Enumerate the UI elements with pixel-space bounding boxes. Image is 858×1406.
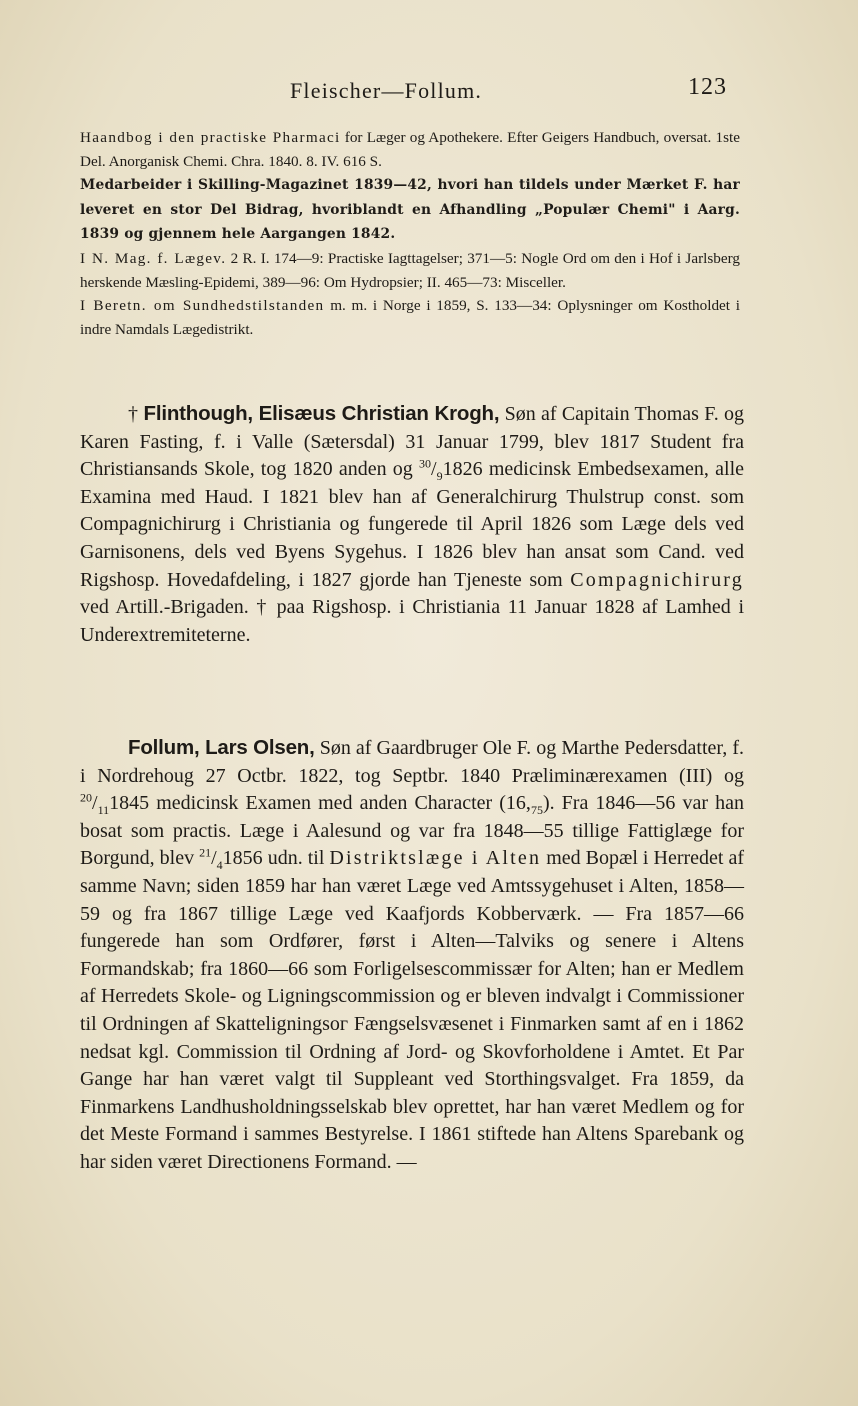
biblio-text: for Læger og Apothekere. Efter Geigers Handbuch, oversat. 1ste Del. Anorganisk Chemi. Chra. 1840. 8. IV. 616 S. xyxy=(80,129,740,170)
entry-text: ). Fra 1846—56 var han bosat som practis. Læge i Aalesund og var fra 1848—55 tillige Fattiglæge for Borgund, blev xyxy=(80,792,745,870)
entry-emphasis: Distriktslæge i Alten xyxy=(329,847,542,870)
date-day: 30 xyxy=(419,456,432,471)
biblio-entry xyxy=(80,173,740,247)
entry-text: ved Artill.-Brigaden. † paa Rigshosp. i Christiania 11 Januar 1828 af Lamhed i Underextremiteterne. xyxy=(80,596,744,646)
date-day: 20 xyxy=(80,790,92,805)
date-day: 21 xyxy=(199,845,212,860)
entry-text: 1845 medicinsk Examen med anden Character (16, xyxy=(109,792,531,815)
entry-text: 1856 udn. til xyxy=(222,847,330,870)
biblio-entry xyxy=(80,294,740,341)
biography-entry-flinthough xyxy=(80,400,744,649)
running-head: Fleischer—Follum. xyxy=(290,78,483,103)
entry-text: 1826 medicinsk Embedsexamen, alle Examina med Haud. I 1821 blev han af Generalchirurg Thulstrup const. som Compagnichirurg i Christiania og fungerede til April 1826 som Læge dels ved Garnisonens, dels ved Byens Sygehus. I 1826 blev han ansat som Cand. ved Rigshosp. Hovedafdeling, i 1827 gjorde han Tjeneste som xyxy=(80,458,745,591)
dagger-mark: † xyxy=(128,403,144,425)
entry-heading: Flinthough, Elisæus Christian Krogh, xyxy=(143,402,500,425)
bibliography-block xyxy=(80,126,740,341)
page-header xyxy=(0,72,858,112)
biblio-text: m. m. i Norge i 1859, S. 133—34: Oplysninger om Kostholdet i indre Namdals Lægedistrikt. xyxy=(80,297,740,338)
entry-emphasis: Compagnichirurg xyxy=(570,568,744,591)
biblio-title: I Beretn. om Sundhedstilstanden xyxy=(80,297,325,315)
biblio-title: Haandbog i den practiske Pharmaci xyxy=(80,129,341,146)
biblio-text: Medarbeider i xyxy=(80,177,199,194)
page-number: 123 xyxy=(688,74,727,100)
entry-paragraph: Follum, Lars Olsen, Søn af Gaardbruger Ole F. og Marthe Pedersdatter, f. i Nordrehoug 27 Octbr. 1822, tog Septbr. 1840 Præliminærexamen (III) og $^{20}/_{11}1845$ medicinsk Examen med anden Character $(16,_{75})$. Fra 1846—56 var han bosat som practis. Læge i Aalesund og var fra 1848—55 tillige Fattiglæge for Borgund, blev $^{21}/_41856$ udn. til Distriktslæge i Alten med Bopæl i Herredet af samme Navn; siden 1859 har han været Læge ved Amtssygehuset i Alten, 1858—59 og fra 1867 tillige Læge ved Kaafjords Kobberværk. — Fra 1857—66 fungerede han som Ordfører, først i Alten—Talviks og senere i Altens Formandskab; fra 1860—66 som Forligelsescommissær for Alten; han er Medlem af Herredets Skole- og Ligningscommission og er bleven indvalgt i Commissioner til Ordningen af Skatteligningsог Fængselsvæsenet i Finmarken samt af en i 1862 nedsat kgl. Commission til Ordning af Jord- og Skovforholdene i Amtet. Et Par Gange har han været valgt til Suppleant ved Storthingsvalget. Fra 1859, da Finmarkens Landhusholdningsselskab blev oprettet, har han været Medlem og for det Meste Formand i sammes Bestyrelse. I 1861 stiftede han Altens Sparebank og har siden været Directionens Formand. — xyxy=(80,736,745,1173)
date-month: 9 xyxy=(436,469,443,484)
biblio-text: 1839—42, hvori han tildels under Mærket F. har leveret en stor Del Bidrag, hvoriblandt en Afhandling „Populær Chemi" i Aarg. 1839 og gjennem hele Aargangen 1842. xyxy=(80,177,740,243)
biblio-entry xyxy=(80,126,740,173)
biography-entry-follum xyxy=(80,734,744,1177)
date-month: 11 xyxy=(97,803,110,818)
entry-heading: Follum, Lars Olsen, xyxy=(128,736,315,759)
date-month: 4 xyxy=(216,858,223,873)
biblio-text: 2 R. I. 174—9: Practiske Iagttagelser; 371—5: Nogle Ord om den i Hof i Jarlsberg herskende Mæsling-Epidemi, 389—96: Om Hydropsier; II. 465—73: Misceller. xyxy=(80,249,740,291)
biblio-title: Skilling-Magazinet xyxy=(198,177,349,194)
entry-paragraph: † Flinthough, Elisæus Christian Krogh, Søn af Capitain Thomas F. og Karen Fasting, f. i Valle (Sætersdal) 31 Januar 1799, blev 1817 Student fra Christiansands Skole, tog 1820 anden og $^{30}/_91826$ medicinsk Embedsexamen, alle Examina med Haud. I 1821 blev han af Generalchirurg Thulstrup const. som Compagnichirurg i Christiania og fungerede til April 1826 som Læge dels ved Garnisonens, dels ved Byens Sygehus. I 1826 blev han ansat som Cand. ved Rigshosp. Hovedafdeling, i 1827 gjorde han Tjeneste som Compagnichirurg ved Artill.-Brigaden. † paa Rigshosp. i Christiania 11 Januar 1828 af Lamhed i Underextremiteterne. xyxy=(80,402,745,646)
biblio-title: I N. Mag. f. Lægev. xyxy=(80,249,227,267)
biblio-entry xyxy=(80,247,740,294)
grade-subscript: 75 xyxy=(530,803,543,818)
entry-text: Søn af Capitain Thomas F. og Karen Fasting, f. i Valle (Sætersdal) 31 Januar 1799, blev 1817 Student fra Christiansands Skole, tog 1820 anden og xyxy=(80,403,744,481)
entry-text: Søn af Gaardbruger Ole F. og Marthe Pedersdatter, f. i Nordrehoug 27 Octbr. 1822, tog Septbr. 1840 Præliminærexamen (III) og xyxy=(80,737,745,787)
entry-text: med Bopæl i Herredet af samme Navn; siden 1859 har han været Læge ved Amtssygehuset i Alten, 1858—59 og fra 1867 tillige Læge ved Kaafjords Kobberværk. — Fra 1857—66 fungerede han som Ordfører, først i Alten—Talviks og senere i Altens Formandskab; fra 1860—66 som Forligelsescommissær for Alten; han er Medlem af Herredets Skole- og Ligningscommission og er bleven indvalgt i Commissioner til Ordningen af Skatteligningsог Fængselsvæsenet i Finmarken samt af en i 1862 nedsat kgl. Commission til Ordning af Jord- og Skovforholdene i Amtet. Et Par Gange har han været valgt til Suppleant ved Storthingsvalget. Fra 1859, da Finmarkens Landhusholdningsselskab blev oprettet, har han været Medlem og for det Meste Formand i sammes Bestyrelse. I 1861 stiftede han Altens Sparebank og har siden været Directionens Formand. — xyxy=(80,847,745,1173)
